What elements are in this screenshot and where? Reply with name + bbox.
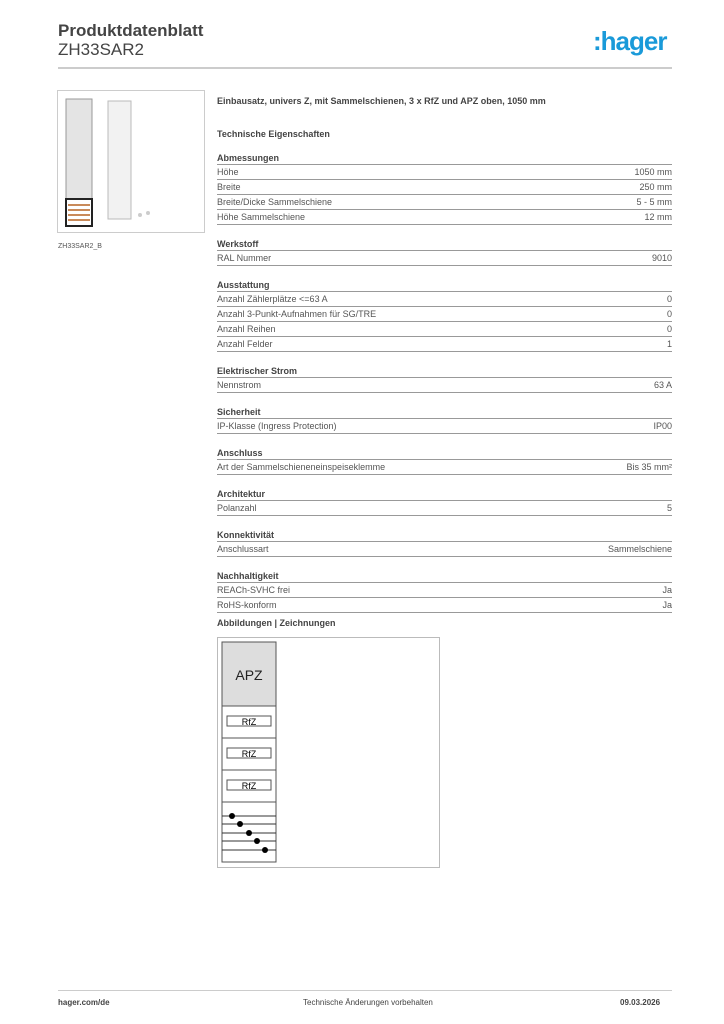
spec-label: Breite bbox=[217, 182, 241, 192]
apz-label: APZ bbox=[235, 667, 263, 683]
product-code: ZH33SAR2 bbox=[58, 40, 144, 59]
spec-content bbox=[217, 96, 672, 613]
spec-value: 1050 mm bbox=[634, 167, 672, 177]
drawings-heading: Abbildungen | Zeichnungen bbox=[217, 618, 336, 628]
spec-section bbox=[217, 528, 672, 557]
spec-value: 0 bbox=[666, 324, 672, 334]
spec-row bbox=[217, 460, 672, 475]
spec-label: Höhe bbox=[217, 167, 239, 177]
spec-label: Art der Sammelschieneneinspeiseklemme bbox=[217, 462, 386, 472]
spec-row bbox=[217, 542, 672, 557]
footer-date: 09.03.2026 bbox=[620, 998, 661, 1007]
spec-row bbox=[217, 419, 672, 434]
spec-label: Nennstrom bbox=[217, 380, 262, 390]
footer-website[interactable]: hager.com/de bbox=[58, 998, 110, 1007]
spec-label: Anzahl 3-Punkt-Aufnahmen für SG/TRE bbox=[217, 309, 377, 319]
product-image bbox=[57, 90, 205, 233]
tech-heading: Technische Eigenschaften bbox=[217, 129, 330, 139]
spec-label: Anzahl Reihen bbox=[217, 324, 276, 334]
spec-row bbox=[217, 337, 672, 352]
spec-section bbox=[217, 487, 672, 516]
section-title: Nachhaltigkeit bbox=[217, 569, 672, 583]
spec-label: REACh-SVHC frei bbox=[217, 585, 291, 595]
spec-row bbox=[217, 251, 672, 266]
image-caption: ZH33SAR2_B bbox=[58, 243, 102, 250]
spec-row bbox=[217, 583, 672, 598]
section-title: Konnektivität bbox=[217, 528, 672, 542]
spec-value: 1 bbox=[666, 339, 672, 349]
footer-note: Technische Änderungen vorbehalten bbox=[303, 998, 433, 1007]
spec-value: Bis 35 mm² bbox=[626, 462, 672, 472]
spec-row bbox=[217, 378, 672, 393]
spec-value: 5 bbox=[666, 503, 672, 513]
spec-section bbox=[217, 364, 672, 393]
section-title: Werkstoff bbox=[217, 237, 672, 251]
spec-value: 12 mm bbox=[644, 212, 672, 222]
spec-label: Höhe Sammelschiene bbox=[217, 212, 306, 222]
spec-section bbox=[217, 405, 672, 434]
section-title: Elektrischer Strom bbox=[217, 364, 672, 378]
spec-label: Anzahl Zählerplätze <=63 A bbox=[217, 294, 328, 304]
spec-section bbox=[217, 569, 672, 613]
spec-label: RAL Nummer bbox=[217, 253, 272, 263]
section-title: Abmessungen bbox=[217, 151, 672, 165]
spec-value: Ja bbox=[662, 585, 672, 595]
section-title: Sicherheit bbox=[217, 405, 672, 419]
spec-value: 63 A bbox=[653, 380, 672, 390]
section-title: Anschluss bbox=[217, 446, 672, 460]
spec-row bbox=[217, 292, 672, 307]
spec-row bbox=[217, 165, 672, 180]
spec-label: Breite/Dicke Sammelschiene bbox=[217, 197, 333, 207]
rfz-label: RfZ bbox=[241, 717, 257, 727]
section-title: Ausstattung bbox=[217, 278, 672, 292]
footer-divider bbox=[58, 990, 672, 991]
page-title: Produktdatenblatt bbox=[58, 21, 204, 40]
spec-value: Sammelschiene bbox=[607, 544, 672, 554]
spec-section bbox=[217, 446, 672, 475]
rfz-label: RfZ bbox=[241, 781, 257, 791]
spec-row bbox=[217, 307, 672, 322]
spec-row bbox=[217, 195, 672, 210]
spec-row bbox=[217, 210, 672, 225]
spec-value: 5 - 5 mm bbox=[636, 197, 672, 207]
spec-row bbox=[217, 180, 672, 195]
hager-logo: :hager bbox=[593, 26, 667, 56]
spec-label: Anzahl Felder bbox=[217, 339, 273, 349]
spec-row bbox=[217, 322, 672, 337]
rfz-label: RfZ bbox=[241, 749, 257, 759]
spec-label: Anschlussart bbox=[217, 544, 269, 554]
spec-row bbox=[217, 501, 672, 516]
spec-value: 9010 bbox=[651, 253, 672, 263]
spec-label: RoHS-konform bbox=[217, 600, 277, 610]
spec-row bbox=[217, 598, 672, 613]
spec-value: 250 mm bbox=[639, 182, 672, 192]
spec-value: IP00 bbox=[653, 421, 672, 431]
product-description: Einbausatz, univers Z, mit Sammelschienen, 3 x RfZ und APZ oben, 1050 mm bbox=[217, 96, 546, 106]
header-divider bbox=[58, 67, 672, 69]
section-title: Architektur bbox=[217, 487, 672, 501]
spec-section bbox=[217, 278, 672, 352]
spec-value: 0 bbox=[666, 294, 672, 304]
spec-label: IP-Klasse (Ingress Protection) bbox=[217, 421, 337, 431]
spec-value: 0 bbox=[666, 309, 672, 319]
spec-section bbox=[217, 151, 672, 225]
drawing-frame bbox=[217, 637, 440, 868]
spec-section bbox=[217, 237, 672, 266]
spec-value: Ja bbox=[662, 600, 672, 610]
spec-label: Polanzahl bbox=[217, 503, 257, 513]
